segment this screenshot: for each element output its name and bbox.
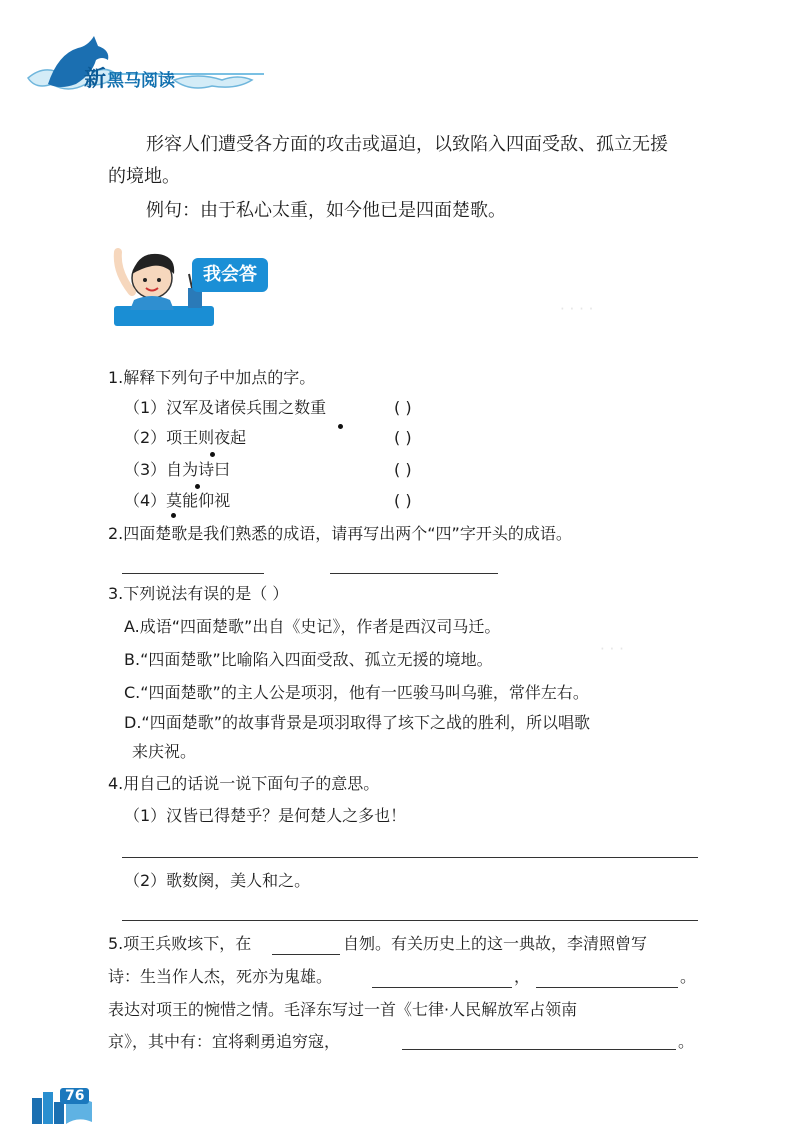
answer-parentheses[interactable]: ( ) xyxy=(394,491,412,510)
question-5-line: 京》，其中有：宜将剩勇追穷寇， xyxy=(108,1032,341,1051)
page-number: 76 xyxy=(60,1088,89,1104)
answer-parentheses[interactable]: ( ) xyxy=(394,428,412,447)
question-5-line: 表达对项王的惋惜之情。毛泽东写过一首《七律·人民解放军占领南 xyxy=(108,1000,578,1019)
question-5-line: 诗：生当作人杰，死亦为鬼雄。 xyxy=(108,967,333,986)
answer-blank[interactable] xyxy=(372,986,512,988)
cloud-icon xyxy=(174,76,252,88)
series-title: 新黑马阅读 xyxy=(84,67,176,92)
question-1-title: 1.解释下列句子中加点的字。 xyxy=(108,368,316,387)
answer-parentheses[interactable]: ( ) xyxy=(394,398,412,417)
answer-line[interactable] xyxy=(122,856,698,858)
question-2-title: 2.四面楚歌是我们熟悉的成语，请再写出两个“四”字开头的成语。 xyxy=(108,524,572,543)
question-3-option: B.“四面楚歌”比喻陷入四面受敌、孤立无援的境地。 xyxy=(124,650,493,669)
question-1-item: （4）莫能仰视 xyxy=(124,491,231,510)
question-1-item: （3）自为诗曰 xyxy=(124,460,231,479)
question-3-option-continued: 来庆祝。 xyxy=(132,742,197,761)
question-5-line: 自刎。有关历史上的这一典故，李清照曾写 xyxy=(343,934,648,953)
question-4-title: 4.用自己的话说一说下面句子的意思。 xyxy=(108,774,380,793)
bleed-through-mark: · · · · xyxy=(560,300,594,318)
question-3-option: D.“四面楚歌”的故事背景是项羽取得了垓下之战的胜利，所以唱歌 xyxy=(124,713,590,732)
answer-blank[interactable] xyxy=(402,1048,676,1050)
question-4-item: （2）歌数阕，美人和之。 xyxy=(124,871,311,890)
full-stop: 。 xyxy=(678,1032,695,1051)
question-1-item: （2）项王则夜起 xyxy=(124,428,247,447)
answer-blank[interactable] xyxy=(122,572,264,574)
answer-blank[interactable] xyxy=(272,953,340,955)
section-badge: 我会答 xyxy=(192,258,268,292)
emphasis-dot xyxy=(338,424,343,429)
question-3-option: A.成语“四面楚歌”出自《史记》，作者是西汉司马迁。 xyxy=(124,617,501,636)
answer-line[interactable] xyxy=(122,919,698,921)
question-3-option: C.“四面楚歌”的主人公是项羽，他有一匹骏马叫乌骓，常伴左右。 xyxy=(124,683,589,702)
question-3-title: 3.下列说法有误的是（ ） xyxy=(108,584,289,603)
question-4-item: （1）汉皆已得楚乎？是何楚人之多也！ xyxy=(124,806,407,825)
bleed-through-mark: · · · xyxy=(600,640,624,658)
answer-blank[interactable] xyxy=(536,986,678,988)
full-stop: 。 xyxy=(680,967,697,986)
answer-blank[interactable] xyxy=(330,572,498,574)
intro-example: 例句：由于私心太重，如今他已是四面楚歌。 xyxy=(146,200,506,221)
question-5-line: 5.项王兵败垓下，在 xyxy=(108,934,252,953)
intro-line: 形容人们遭受各方面的攻击或逼迫，以致陷入四面受敌、孤立无援 xyxy=(146,134,668,155)
question-1-item: （1）汉军及诸侯兵围之数重 xyxy=(124,398,327,417)
emphasis-dot xyxy=(171,513,176,518)
series-badge: 新 xyxy=(84,67,107,92)
raised-hand-icon xyxy=(118,252,132,292)
intro-line: 的境地。 xyxy=(108,166,180,187)
answer-parentheses[interactable]: ( ) xyxy=(394,460,412,479)
comma: ， xyxy=(514,967,531,986)
